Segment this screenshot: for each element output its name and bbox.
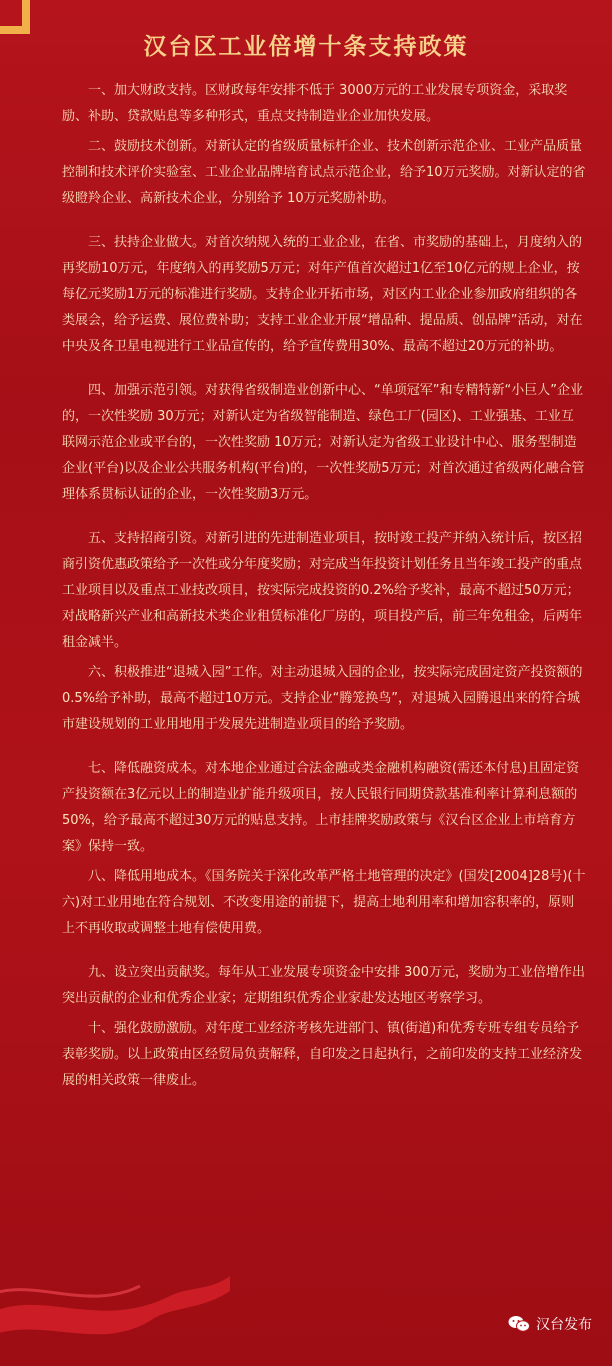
ribbon-decoration: [0, 1236, 230, 1346]
policy-item-10: 十、强化鼓励激励。对年度工业经济考核先进部门、镇(街道)和优秀专班专组专员给予表彰奖励。以上政策由区经贸局负责解释，自印发之日起执行，之前印发的支持工业经济发展的相关政策一律废止。: [62, 1021, 583, 1088]
policy-item-4: 四、加强示范引领。对获得省级制造业创新中心、“单项冠军”和专精特新“小巨人”企业的，一次性奖励 30万元；对新认定为省级智能制造、绿色工厂(园区)、工业强基、工业互联网示范企业或平台的，一次性奖励 10万元；对新认定为省级工业设计中心、服务型制造企业(平台)以及企业公共服务机构(平台)的，一次性奖励5万元；对首次通过省级两化融合管理体系贯标认证的企业，一次性奖励3万元。: [62, 383, 585, 502]
page-title: 汉台区工业倍增十条支持政策: [143, 34, 469, 60]
policy-item-5: 五、支持招商引资。对新引进的先进制造业项目，按时竣工投产并纳入统计后，按区招商引资优惠政策给予一次性或分年度奖励；对完成当年投资计划任务且当年竣工投产的重点工业项目以及重点工业技改项目，按实际完成投资的0.2%给予奖补，最高不超过50万元；对战略新兴产业和高新技术类企业租赁标准化厂房的，项目投产后，前三年免租金，后两年租金减半。: [62, 531, 583, 650]
policy-body: [62, 78, 586, 1098]
policy-item-9: 九、设立突出贡献奖。每年从工业发展专项资金中安排 300万元，奖励为工业倍增作出突出贡献的企业和优秀企业家；定期组织优秀企业家赴发达地区考察学习。: [62, 965, 585, 1006]
account-name: 汉台发布: [536, 1317, 592, 1333]
policy-item-1: 一、加大财政支持。区财政每年安排不低于 3000万元的工业发展专项资金，采取奖励、补助、贷款贴息等多种形式，重点支持制造业企业加快发展。: [62, 83, 568, 124]
policy-item-2: 二、鼓励技术创新。对新认定的省级质量标杆企业、技术创新示范企业、工业产品质量控制和技术评价实验室、工业企业品牌培育试点示范企业，给予10万元奖励。对新认定的省级瞪羚企业、高新技术企业，分别给予 10万元奖励补助。: [62, 139, 586, 206]
policy-item-7: 七、降低融资成本。对本地企业通过合法金融或类金融机构融资(需还本付息)且固定资产投资额在3亿元以上的制造业扩能升级项目，按人民银行同期贷款基准利率计算利息额的 50%，给予最高不超过30万元的贴息支持。上市挂牌奖励政策与《汉台区企业上市培育方案》保持一致。: [62, 761, 580, 854]
policy-item-8: 八、降低用地成本。《国务院关于深化改革严格土地管理的决定》(国发[2004]28号)(十六)对工业用地在符合规划、不改变用途的前提下，提高土地利用率和增加容积率的，原则上不再收取或调整土地有偿使用费。: [62, 869, 586, 936]
wechat-icon: [508, 1315, 530, 1333]
policy-item-3: 三、扶持企业做大。对首次纳规入统的工业企业，在省、市奖励的基础上，月度纳入的再奖励10万元，年度纳入的再奖励5万元；对年产值首次超过1亿至10亿元的规上企业，按每亿元奖励1万元的标准进行奖励。支持企业开拓市场，对区内工业企业参加政府组织的各类展会，给予运费、展位费补助；支持工业企业开展“增品种、提品质、创品牌”活动，对在中央及各卫星电视进行工业品宣传的，给予宣传费用30%、最高不超过20万元的补助。: [62, 235, 583, 354]
account-footer: [508, 1314, 592, 1334]
policy-item-6: 六、积极推进“退城入园”工作。对主动退城入园的企业，按实际完成固定资产投资额的0.5%给予补助，最高不超过10万元。支持企业“腾笼换鸟”，对退城入园腾退出来的符合城市建设规划的工业用地用于发展先进制造业项目的给予奖励。: [62, 665, 583, 732]
